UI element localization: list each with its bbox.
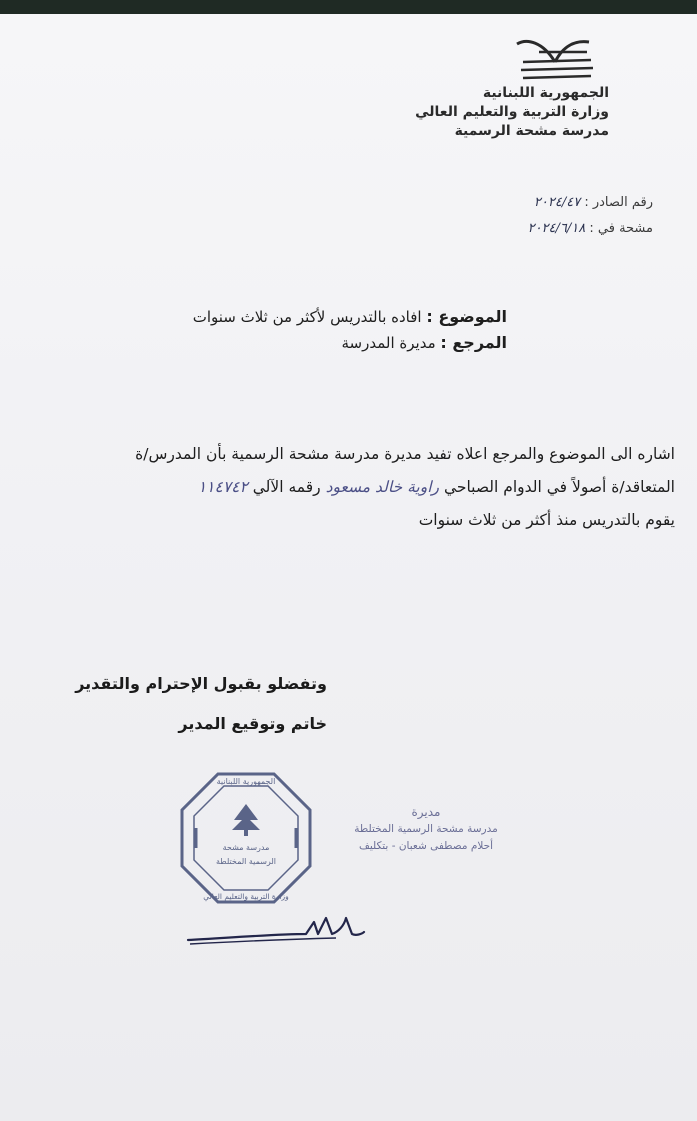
header-ministry: وزارة التربية والتعليم العالي	[415, 104, 609, 120]
outgoing-number	[413, 190, 653, 216]
letterhead	[409, 32, 609, 141]
issue-date-label: مشحة في :	[589, 221, 653, 236]
closing-block	[75, 664, 327, 744]
principal-stamp	[326, 804, 526, 855]
reference-block	[413, 190, 653, 242]
principal-title: مديرة	[411, 805, 441, 819]
stamp-bottom-text: وزارة التربية والتعليم العالي	[203, 892, 289, 901]
issue-date	[413, 216, 653, 242]
body-line-3: يقوم بالتدريس منذ أكثر من ثلاث سنوات	[418, 511, 675, 529]
principal-school: مدرسة مشحة الرسمية المختلطة	[354, 823, 498, 835]
cedar-icon	[232, 804, 260, 836]
principal-name: أحلام مصطفى شعبان - بتكليف	[358, 840, 494, 852]
stamp-center-line-1: مدرسة مشحة	[222, 843, 270, 852]
teacher-number: ١١٤٧٤٢	[197, 478, 248, 496]
header-republic: الجمهورية اللبنانية	[482, 85, 609, 101]
body-line-2-number-label: رقمه الآلي	[252, 478, 321, 496]
subject-block	[193, 304, 507, 356]
stamp-center-line-2: الرسمية المختلطة	[215, 857, 277, 866]
subject-line	[193, 304, 507, 330]
subject-label: الموضوع :	[426, 307, 507, 326]
teacher-name: راوية خالد مسعود	[325, 478, 440, 496]
reference-line	[193, 330, 507, 356]
stamp-top-text: الجمهورية اللبنانية	[216, 777, 276, 786]
principal-signature	[186, 904, 366, 954]
outgoing-number-value: ٢٠٢٤/٤٧	[533, 195, 581, 210]
header-school: مدرسة مشحة الرسمية	[454, 123, 609, 139]
subject-value: افاده بالتدريس لأكثر من ثلاث سنوات	[192, 308, 422, 326]
official-stamp	[176, 768, 316, 908]
body-line-1: اشاره الى الموضوع والمرجع اعلاه تفيد مديرة مدرسة مشحة الرسمية بأن المدرس/ة	[135, 445, 675, 463]
closing-seal-label: خاتم وتوقيع المدير	[178, 714, 327, 733]
reference-label: المرجع :	[440, 333, 507, 352]
reference-value: مديرة المدرسة	[341, 334, 436, 352]
document-page	[0, 14, 697, 1121]
closing-greeting: وتفضلو بقبول الإحترام والتقدير	[75, 674, 327, 693]
letter-body	[46, 438, 675, 537]
outgoing-number-label: رقم الصادر :	[584, 195, 653, 210]
book-logo-icon	[509, 32, 601, 84]
body-line-2-text: المتعاقد/ة أصولاً في الدوام الصباحي	[443, 478, 675, 496]
issue-date-value: ٢٠٢٤/٦/١٨	[527, 221, 586, 236]
body-line-2	[46, 471, 675, 504]
